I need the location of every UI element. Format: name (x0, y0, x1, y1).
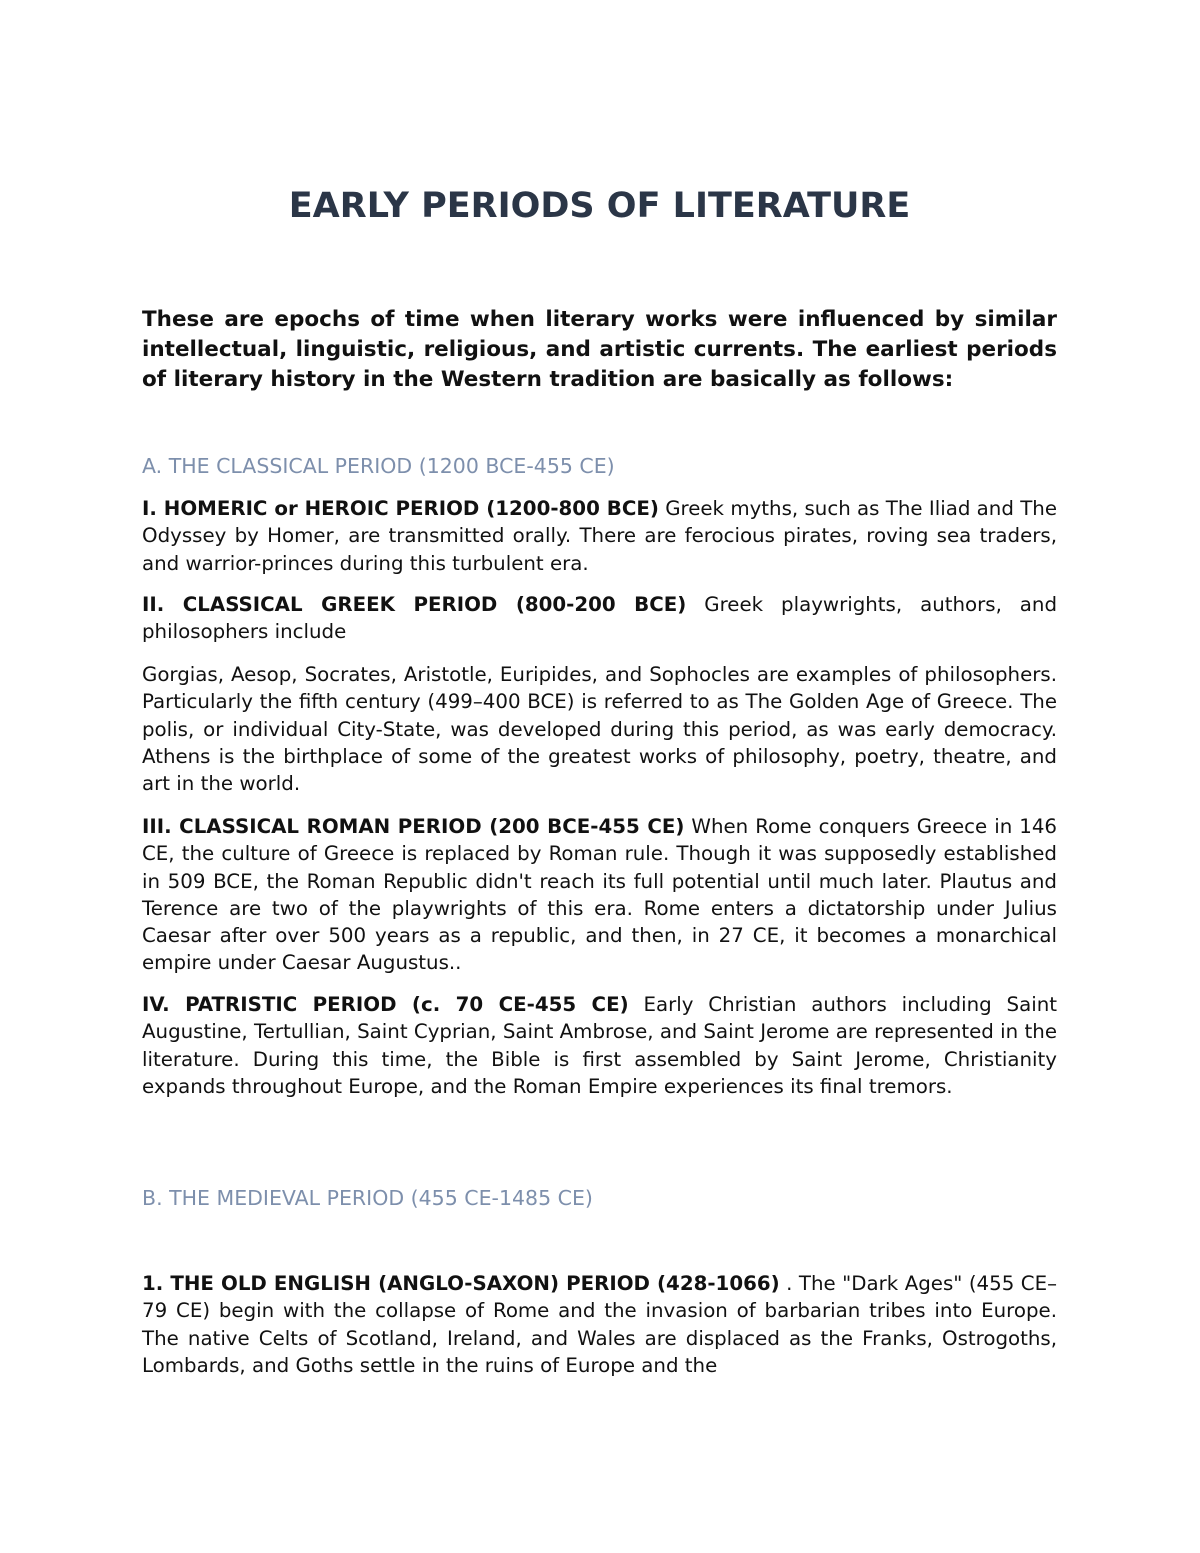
paragraph-old-english-period (142, 1270, 1057, 1379)
period-label-patristic: IV. PATRISTIC PERIOD (c. 70 CE-455 CE) (142, 993, 629, 1016)
paragraph-classical-greek-period (142, 591, 1057, 646)
page-title: EARLY PERIODS OF LITERATURE (288, 186, 911, 226)
period-label-classical-roman: III. CLASSICAL ROMAN PERIOD (200 BCE-455 CE) (142, 815, 685, 838)
paragraph-homeric-period (142, 495, 1057, 577)
section-heading-classical: A. THE CLASSICAL PERIOD (1200 BCE-455 CE) (142, 454, 615, 478)
period-label-old-english: 1. THE OLD ENGLISH (ANGLO-SAXON) PERIOD (428-1066) (142, 1272, 780, 1295)
period-label-homeric: I. HOMERIC or HEROIC PERIOD (1200-800 BCE) (142, 497, 659, 520)
period-text-classical-roman: When Rome conquers Greece in 146 CE, the culture of Greece is replaced by Roman rule. Though it was supposedly established in 509 BCE, the Roman Republic didn't reach its full potential until much later. Plautus and Terence are two of the playwrights of this era. Rome enters a dictatorship under Julius Caesar after over 500 years as a republic, and then, in 27 CE, it becomes a monarchical empire under Caesar Augustus.. (142, 815, 1057, 975)
section-heading-medieval: B. THE MEDIEVAL PERIOD (455 CE-1485 CE) (142, 1186, 593, 1210)
period-text-homeric: Greek myths, such as The Iliad and The Odyssey by Homer, are transmitted orally. There are ferocious pirates, roving sea traders, and warrior-princes during this turbulent era. (142, 497, 1057, 575)
period-text-patristic: Early Christian authors including Saint Augustine, Tertullian, Saint Cyprian, Saint Ambrose, and Saint Jerome are represented in the literature. During this time, the Bible is first assembled by Saint Jerome, Christianity expands throughout Europe, and the Roman Empire experiences its final tremors. (142, 993, 1058, 1098)
period-label-classical-greek: II. CLASSICAL GREEK PERIOD (800-200 BCE) (142, 593, 687, 616)
paragraph-classical-roman-period (142, 813, 1057, 977)
paragraph-classical-greek-continuation: Gorgias, Aesop, Socrates, Aristotle, Euripides, and Sophocles are examples of philosophers. Particularly the fifth century (499–400 BCE) is referred to as The Golden Age of Greece. The polis, or individual City-State, was developed during this period, as was early democracy. Athens is the birthplace of some of the greatest works of philosophy, poetry, theatre, and art in the world. (142, 663, 1057, 796)
paragraph-patristic-period (142, 991, 1057, 1100)
period-text-classical-greek: Greek playwrights, authors, and philosophers include (142, 593, 1058, 644)
period-text-old-english: . The "Dark Ages" (455 CE–79 CE) begin with the collapse of Rome and the invasion of barbarian tribes into Europe. The native Celts of Scotland, Ireland, and Wales are displaced as the Franks, Ostrogoths, Lombards, and Goths settle in the ruins of Europe and the (142, 1272, 1057, 1377)
intro-paragraph: These are epochs of time when literary works were influenced by similar intellectual, linguistic, religious, and artistic currents. The earliest periods of literary history in the Western tradition are basically as follows: (142, 307, 1057, 392)
